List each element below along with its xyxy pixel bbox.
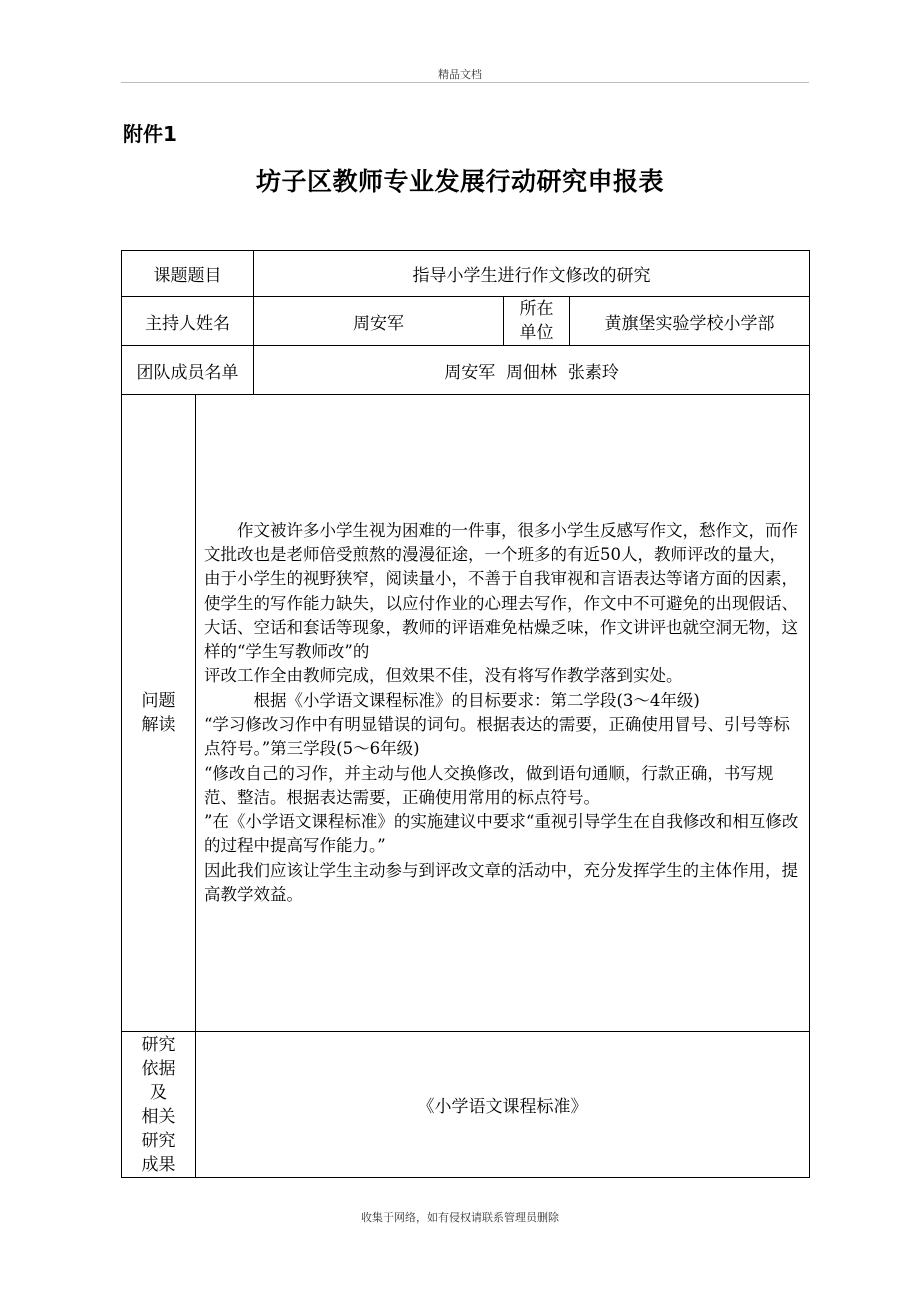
basis-value: 《小学语文课程标准》 bbox=[196, 1032, 810, 1178]
team-row bbox=[122, 346, 810, 395]
problem-label bbox=[122, 395, 196, 1032]
team-label: 团队成员名单 bbox=[122, 346, 254, 395]
problem-row bbox=[122, 395, 810, 1032]
host-value: 周安军 bbox=[254, 297, 504, 346]
application-form-table bbox=[121, 250, 810, 1178]
problem-paragraph: 因此我们应该让学生主动参与到评改文章的活动中，充分发挥学生的主体作用，提高教学效益。 bbox=[204, 860, 798, 905]
basis-label-line: 成果 bbox=[141, 1154, 176, 1175]
problem-label-line1: 问题 bbox=[141, 691, 176, 711]
problem-paragraph: 评改工作全由教师完成，但效果不佳，没有将写作教学落到实处。 bbox=[204, 666, 683, 686]
problem-paragraph: 作文被许多小学生视为困难的一件事，很多小学生反感写作文，愁作文，而作文批改也是老师倍受煎熬的漫漫征途，一个班多的有近50人，教师评改的量大，由于小学生的视野狭窄，阅读量小，不善于自我审视和言语表达等诸方面的因素，使学生的写作能力缺失，以应付作业的心理去写作，作文中不可避免的出现假话、大话、空话和套话等现象，教师的评语难免枯燥乏味，作文讲评也就空洞无物，这样的“学生写教师改”的 bbox=[204, 520, 798, 662]
basis-label-line: 相关 bbox=[141, 1106, 176, 1127]
basis-label bbox=[122, 1032, 196, 1178]
host-label: 主持人姓名 bbox=[122, 297, 254, 346]
unit-label-line2: 单位 bbox=[519, 323, 554, 343]
page-footer: 收集于网络，如有侵权请联系管理员删除 bbox=[361, 1211, 559, 1224]
unit-label-line1: 所在 bbox=[519, 299, 554, 319]
attachment-label: 附件1 bbox=[123, 122, 177, 146]
topic-value: 指导小学生进行作文修改的研究 bbox=[254, 251, 810, 297]
problem-paragraph: 根据《小学语文课程标准》的目标要求：第二学段(3～4年级) bbox=[253, 690, 700, 710]
topic-row bbox=[122, 251, 810, 297]
page-header: 精品文档 bbox=[438, 68, 482, 81]
basis-label-line: 及 bbox=[150, 1082, 167, 1103]
unit-label bbox=[504, 297, 570, 346]
problem-text bbox=[196, 395, 810, 1032]
document-title: 坊子区教师专业发展行动研究申报表 bbox=[255, 167, 664, 196]
problem-label-line2: 解读 bbox=[141, 715, 176, 735]
problem-paragraph: ”在《小学语文课程标准》的实施建议中要求“重视引导学生在自我修改和相互修改的过程中提高写作能力。” bbox=[204, 812, 799, 856]
problem-paragraph: “学习修改习作中有明显错误的词句。根据表达的需要，正确使用冒号、引号等标点符号。”第三学段(5～6年级) bbox=[204, 715, 790, 759]
basis-row bbox=[122, 1032, 810, 1178]
problem-paragraph: “修改自己的习作，并主动与他人交换修改，做到语句通顺，行款正确，书写规范、整洁。根据表达需要，正确使用常用的标点符号。 bbox=[204, 763, 774, 807]
basis-label-line: 依据 bbox=[141, 1058, 176, 1079]
basis-label-line: 研究 bbox=[141, 1130, 176, 1151]
header-rule bbox=[121, 82, 809, 83]
basis-label-line: 研究 bbox=[141, 1034, 176, 1055]
unit-value: 黄旗堡实验学校小学部 bbox=[570, 297, 810, 346]
topic-label: 课题题目 bbox=[122, 251, 254, 297]
host-row bbox=[122, 297, 810, 346]
team-value: 周安军 周佃林 张素玲 bbox=[254, 346, 810, 395]
